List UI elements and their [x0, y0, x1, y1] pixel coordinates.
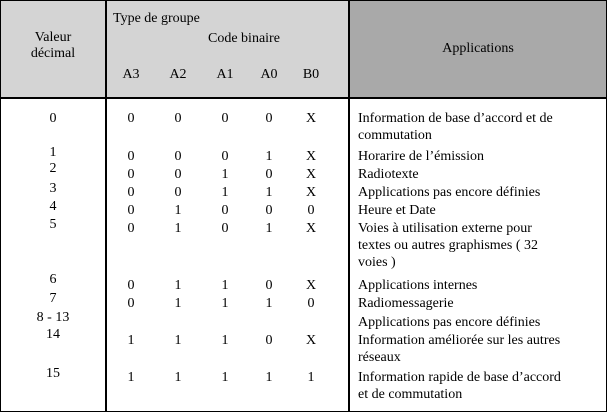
row-bit-a3: 1: [127, 370, 135, 385]
row-bit-a0: 1: [265, 370, 273, 385]
row-bit-a0: 1: [265, 185, 273, 200]
row-bit-b0: 1: [307, 370, 315, 385]
row-bit-a3: 0: [127, 149, 135, 164]
header-valeur-line2: décimal: [30, 46, 76, 61]
header-bit-a3: A3: [122, 67, 140, 82]
row-bit-b0: 0: [307, 203, 315, 218]
row-decimal-value: 15: [46, 366, 60, 381]
row-bit-a3: 1: [127, 333, 135, 348]
row-application-line: Voies à utilisation externe pour: [358, 221, 532, 236]
row-bit-a1: 1: [221, 333, 229, 348]
row-application-line: Horarire de l’émission: [358, 149, 484, 164]
header-code-binaire: Code binaire: [208, 31, 280, 46]
row-bit-a1: 1: [221, 167, 229, 182]
column-divider-2: [348, 0, 350, 411]
row-bit-a3: 0: [127, 167, 135, 182]
header-divider: [0, 97, 607, 99]
row-decimal-value: 5: [49, 217, 57, 232]
row-application-line: textes ou autres graphismes ( 32: [358, 238, 539, 253]
row-bit-a3: 0: [127, 221, 135, 236]
row-bit-a3: 0: [127, 203, 135, 218]
row-application-line: voies ): [358, 255, 396, 270]
row-decimal-value: 7: [49, 291, 57, 306]
row-bit-a1: 1: [221, 370, 229, 385]
row-decimal-value: 6: [49, 272, 57, 287]
row-bit-a0: 0: [265, 278, 273, 293]
row-bit-a0: 1: [265, 149, 273, 164]
row-application-line: réseaux: [358, 350, 401, 365]
row-bit-a0: 0: [265, 111, 273, 126]
row-application-line: commutation: [358, 128, 432, 143]
row-bit-a1: 0: [221, 149, 229, 164]
row-bit-a1: 1: [221, 296, 229, 311]
row-application-line: Information de base d’accord et de: [358, 111, 553, 126]
row-bit-a2: 1: [174, 203, 182, 218]
header-type-de-groupe: Type de groupe: [113, 11, 200, 26]
row-application-line: et de commutation: [358, 387, 463, 402]
row-bit-a0: 1: [265, 221, 273, 236]
row-bit-a2: 0: [174, 185, 182, 200]
row-bit-a1: 1: [221, 278, 229, 293]
row-application-line: Information améliorée sur les autres: [358, 333, 561, 348]
row-bit-b0: X: [305, 278, 317, 293]
row-application-line: Information rapide de base d’accord: [358, 370, 561, 385]
row-bit-b0: X: [305, 149, 317, 164]
header-bit-a0: A0: [260, 67, 278, 82]
row-bit-b0: X: [305, 221, 317, 236]
row-application-line: Radiotexte: [358, 167, 419, 182]
row-bit-a3: 0: [127, 296, 135, 311]
row-bit-a2: 0: [174, 167, 182, 182]
row-application-line: Heure et Date: [358, 203, 436, 218]
row-decimal-value: 1: [49, 145, 57, 160]
row-bit-a2: 1: [174, 370, 182, 385]
row-bit-a1: 0: [221, 111, 229, 126]
row-application-line: Applications pas encore définies: [358, 185, 541, 200]
header-applications: Applications: [442, 41, 514, 56]
row-bit-a3: 0: [127, 278, 135, 293]
row-bit-a0: 0: [265, 203, 273, 218]
row-bit-a2: 0: [174, 149, 182, 164]
row-bit-a3: 0: [127, 185, 135, 200]
row-bit-b0: X: [305, 167, 317, 182]
header-bit-b0: B0: [302, 67, 320, 82]
row-bit-b0: X: [305, 185, 317, 200]
row-decimal-value: 3: [49, 181, 57, 196]
row-bit-a0: 0: [265, 167, 273, 182]
header-valeur-line1: Valeur: [34, 30, 72, 45]
row-application-line: Radiomessagerie: [358, 296, 454, 311]
header-bit-a2: A2: [169, 67, 187, 82]
row-bit-b0: X: [305, 333, 317, 348]
row-decimal-value: 14: [46, 327, 60, 342]
row-bit-a2: 1: [174, 221, 182, 236]
row-bit-a1: 0: [221, 221, 229, 236]
row-bit-a2: 1: [174, 296, 182, 311]
row-bit-a2: 1: [174, 333, 182, 348]
row-bit-b0: 0: [307, 296, 315, 311]
row-decimal-value: 0: [49, 111, 57, 126]
row-decimal-value: 4: [49, 199, 57, 214]
row-decimal-value: 2: [49, 161, 57, 176]
row-bit-a0: 0: [265, 333, 273, 348]
row-bit-a2: 1: [174, 278, 182, 293]
row-bit-a1: 1: [221, 185, 229, 200]
row-decimal-value: 8 - 13: [36, 310, 70, 325]
row-bit-a1: 0: [221, 203, 229, 218]
row-application-line: Applications internes: [358, 278, 478, 293]
row-bit-a2: 0: [174, 111, 182, 126]
row-bit-b0: X: [305, 111, 317, 126]
row-application-line: Applications pas encore définies: [358, 315, 541, 330]
row-bit-a3: 0: [127, 111, 135, 126]
row-bit-a0: 1: [265, 296, 273, 311]
column-divider-1: [105, 0, 107, 411]
header-bit-a1: A1: [216, 67, 234, 82]
